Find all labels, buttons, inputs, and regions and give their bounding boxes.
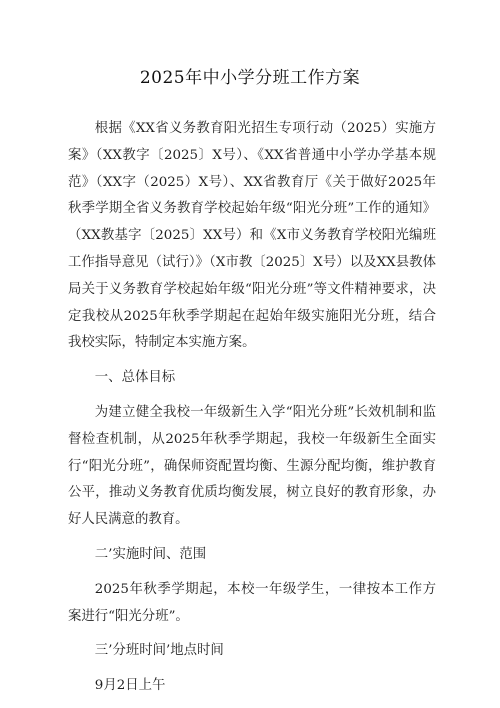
paragraph-overall-goal: 为建立健全我校一年级新生入学“阳光分班”长效机制和监督检查机制，从2025年秋季学期起，我校一年级新生全面实行“阳光分班”，确保师资配置均衡、生源分配均衡，维护教育公平，推动义务教育优质均衡发展，树立良好的教育形象，办好人民满意的教育。 [68, 404, 436, 528]
section-heading-overall-goal: 一、总体目标 [94, 370, 176, 386]
document-body [68, 116, 436, 708]
section-heading-schedule-location: 三’分班时间’地点时间 [94, 643, 224, 659]
paragraph-schedule: 9月2日上午 [94, 678, 166, 694]
section-heading-time-scope: 二’实施时间、范围 [94, 546, 207, 562]
paragraph-basis: 根据《XX省义务教育阳光招生专项行动（2025）实施方案》（XX教字〔2025〕X号）、《XX省普通中小学办学基本规范》（XX字（2025）X号）、XX省教育厅《关于做好2025年秋季学期全省义务教育学校起始年级“阳光分班”工作的通知》（XX教基字〔2025〕XX号）和《X市义务教育学校阳光编班工作指导意见（试行）》（X市教〔2025〕X号）以及XX县教体局关于义务教育学校起始年级“阳光分班”等文件精神要求，决定我校从2025年秋季学期起在起始年级实施阳光分班，结合我校实际，特制定本实施方案。 [68, 121, 436, 351]
document-title: 2025年中小学分班工作方案 [139, 68, 361, 88]
paragraph-time-scope: 2025年秋季学期起，本校一年级学生，一律按本工作方案进行“阳光分班”。 [68, 581, 436, 624]
